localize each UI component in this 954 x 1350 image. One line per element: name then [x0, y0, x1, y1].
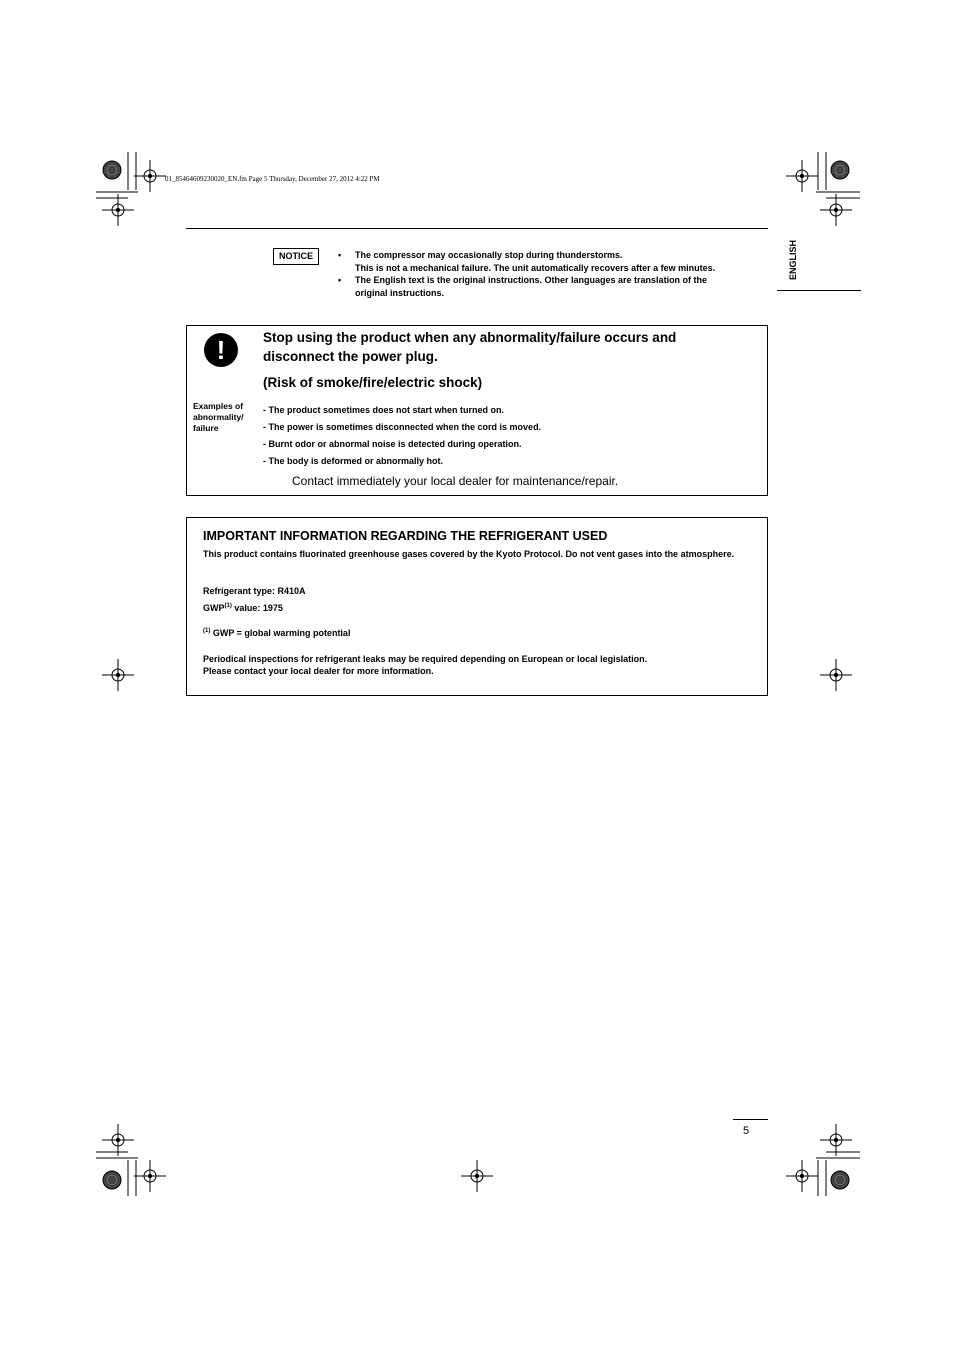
list-item: - The power is sometimes disconnected when the cord is moved.: [263, 422, 542, 432]
warning-title: Stop using the product when any abnormality/failure occurs and disconnect the power plug.: [263, 330, 677, 364]
registration-mark-icon: [102, 194, 134, 226]
gwp-value: GWP$^{(1)}$ value: 1975: [203, 603, 283, 613]
refrigerant-title: IMPORTANT INFORMATION REGARDING THE REFRIGERANT USED: [203, 529, 608, 543]
contact-instruction: Contact immediately your local dealer for maintenance/repair.: [292, 474, 619, 488]
list-item: - Burnt odor or abnormal noise is detected during operation.: [263, 439, 522, 449]
examples-label: Examples of abnormality/ failure: [193, 401, 244, 433]
gwp-footnote: $^{(1)}$ GWP = global warming potential: [203, 628, 351, 638]
registration-mark-icon: [820, 1124, 852, 1156]
registration-mark-icon: [461, 1160, 493, 1192]
header-rule: [186, 228, 768, 229]
registration-mark-icon: [134, 1160, 166, 1192]
refrigerant-intro: This product contains fluorinated greenhouse gases covered by the Kyoto Protocol. Do not vent gases into the atmosphere.: [203, 549, 735, 559]
registration-mark-icon: [820, 194, 852, 226]
registration-mark-icon: [102, 1124, 134, 1156]
registration-mark-icon: [102, 659, 134, 691]
language-tab: [778, 240, 808, 280]
list-item: - The body is deformed or abnormally hot.: [263, 456, 444, 466]
file-info: 01_85464609230020_EN.fm Page 5 Thursday, December 27, 2012 4:22 PM: [165, 175, 380, 183]
color-disc-icon: [103, 161, 121, 179]
registration-mark-icon: [134, 160, 166, 192]
notice-badge: NOTICE: [273, 248, 319, 265]
page-number: 5: [743, 1125, 750, 1137]
examples-list: [263, 402, 541, 470]
list-item: - The product sometimes does not start when turned on.: [263, 405, 505, 415]
registration-mark-icon: [820, 659, 852, 691]
notice-item: • The compressor may occasionally stop during thunderstorms. This is not a mechanical failure. The unit automatically recovers after a few minutes.: [337, 249, 767, 274]
notice-item: • The English text is the original instructions. Other languages are translation of the original instructions.: [337, 274, 767, 299]
registration-mark-icon: [786, 160, 818, 192]
exclamation-icon: !: [204, 333, 238, 367]
inspection-note: Periodical inspections for refrigerant leaks may be required depending on European or local legislation. Please contact your local dealer for more information.: [203, 654, 648, 676]
color-disc-icon: [103, 1171, 121, 1189]
color-disc-icon: [831, 161, 849, 179]
registration-mark-icon: [786, 1160, 818, 1192]
color-disc-icon: [831, 1171, 849, 1189]
footer-rule: [733, 1119, 768, 1120]
language-rule: [777, 290, 861, 291]
language-label: ENGLISH: [788, 239, 798, 281]
notice-list: [337, 249, 767, 299]
warning-subtitle: (Risk of smoke/fire/electric shock): [263, 375, 483, 390]
refrigerant-type: Refrigerant type: R410A: [203, 586, 306, 596]
